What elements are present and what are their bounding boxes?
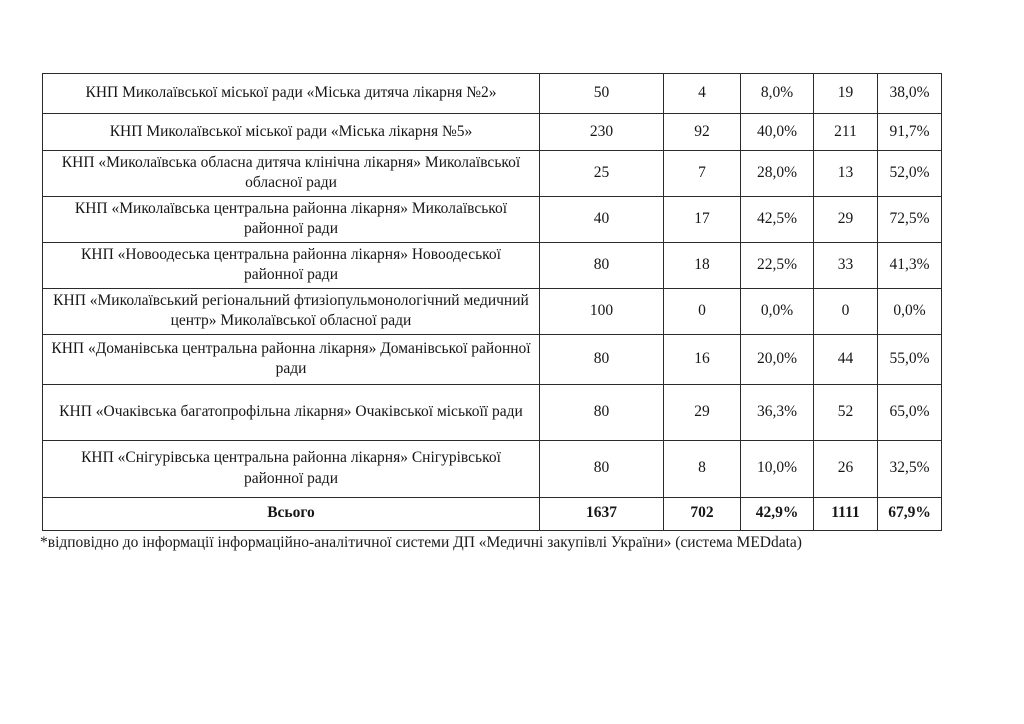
table-row bbox=[43, 151, 942, 197]
table-row bbox=[43, 288, 942, 334]
value-cell: 80 bbox=[540, 384, 664, 440]
table-row bbox=[43, 384, 942, 440]
value-cell: 28,0% bbox=[741, 151, 814, 197]
hospital-name-cell: КНП «Миколаївський регіональний фтизіопульмонологічний медичний центр» Миколаївської обласної ради bbox=[43, 288, 540, 334]
value-cell: 40 bbox=[540, 196, 664, 242]
value-cell: 40,0% bbox=[741, 114, 814, 151]
hospital-name-cell: КНП «Снігурівська центральна районна лікарня» Снігурівської районної ради bbox=[43, 440, 540, 497]
value-cell: 52 bbox=[814, 384, 878, 440]
footnote: *відповідно до інформації інформаційно-аналітичної системи ДП «Медичні закупівлі України» (система MEDdata) bbox=[40, 534, 802, 551]
value-cell: 36,3% bbox=[741, 384, 814, 440]
hospital-name-cell: КНП «Миколаївська обласна дитяча клінічна лікарня» Миколаївської обласної ради bbox=[43, 151, 540, 197]
value-cell: 29 bbox=[664, 384, 741, 440]
hospital-name-cell: КНП «Очаківська багатопрофільна лікарня» Очаківської міськоїї ради bbox=[43, 384, 540, 440]
hospital-name-cell: КНП Миколаївської міської ради «Міська лікарня №5» bbox=[43, 114, 540, 151]
table-row bbox=[43, 334, 942, 384]
value-cell: 22,5% bbox=[741, 242, 814, 288]
hospital-name-cell: КНП «Миколаївська центральна районна лікарня» Миколаївської районної ради bbox=[43, 196, 540, 242]
value-cell: 32,5% bbox=[878, 440, 942, 497]
value-cell: 230 bbox=[540, 114, 664, 151]
value-cell: 42,5% bbox=[741, 196, 814, 242]
value-cell: 91,7% bbox=[878, 114, 942, 151]
hospital-name-cell: КНП «Новоодеська центральна районна лікарня» Новоодеської районної ради bbox=[43, 242, 540, 288]
value-cell: 16 bbox=[664, 334, 741, 384]
hospitals-table-container bbox=[42, 73, 941, 531]
value-cell: 41,3% bbox=[878, 242, 942, 288]
value-cell: 19 bbox=[814, 74, 878, 114]
value-cell: 17 bbox=[664, 196, 741, 242]
value-cell: 7 bbox=[664, 151, 741, 197]
total-value-cell: 67,9% bbox=[878, 497, 942, 530]
value-cell: 80 bbox=[540, 440, 664, 497]
total-value-cell: 1111 bbox=[814, 497, 878, 530]
table-row bbox=[43, 242, 942, 288]
value-cell: 13 bbox=[814, 151, 878, 197]
value-cell: 33 bbox=[814, 242, 878, 288]
value-cell: 0,0% bbox=[741, 288, 814, 334]
value-cell: 52,0% bbox=[878, 151, 942, 197]
table-row bbox=[43, 196, 942, 242]
value-cell: 72,5% bbox=[878, 196, 942, 242]
total-label-cell: Всього bbox=[43, 497, 540, 530]
value-cell: 26 bbox=[814, 440, 878, 497]
total-value-cell: 42,9% bbox=[741, 497, 814, 530]
value-cell: 0 bbox=[664, 288, 741, 334]
value-cell: 8,0% bbox=[741, 74, 814, 114]
value-cell: 4 bbox=[664, 74, 741, 114]
value-cell: 18 bbox=[664, 242, 741, 288]
value-cell: 44 bbox=[814, 334, 878, 384]
table-body bbox=[43, 74, 942, 531]
hospital-name-cell: КНП «Доманівська центральна районна лікарня» Доманівської районної ради bbox=[43, 334, 540, 384]
total-value-cell: 1637 bbox=[540, 497, 664, 530]
value-cell: 55,0% bbox=[878, 334, 942, 384]
value-cell: 10,0% bbox=[741, 440, 814, 497]
value-cell: 100 bbox=[540, 288, 664, 334]
value-cell: 38,0% bbox=[878, 74, 942, 114]
table-row bbox=[43, 440, 942, 497]
table-row bbox=[43, 74, 942, 114]
value-cell: 8 bbox=[664, 440, 741, 497]
value-cell: 80 bbox=[540, 242, 664, 288]
total-row bbox=[43, 497, 942, 530]
value-cell: 25 bbox=[540, 151, 664, 197]
value-cell: 0 bbox=[814, 288, 878, 334]
value-cell: 50 bbox=[540, 74, 664, 114]
table-row bbox=[43, 114, 942, 151]
value-cell: 0,0% bbox=[878, 288, 942, 334]
value-cell: 20,0% bbox=[741, 334, 814, 384]
total-value-cell: 702 bbox=[664, 497, 741, 530]
value-cell: 29 bbox=[814, 196, 878, 242]
value-cell: 211 bbox=[814, 114, 878, 151]
hospitals-table bbox=[42, 73, 942, 531]
value-cell: 65,0% bbox=[878, 384, 942, 440]
value-cell: 80 bbox=[540, 334, 664, 384]
hospital-name-cell: КНП Миколаївської міської ради «Міська дитяча лікарня №2» bbox=[43, 74, 540, 114]
value-cell: 92 bbox=[664, 114, 741, 151]
